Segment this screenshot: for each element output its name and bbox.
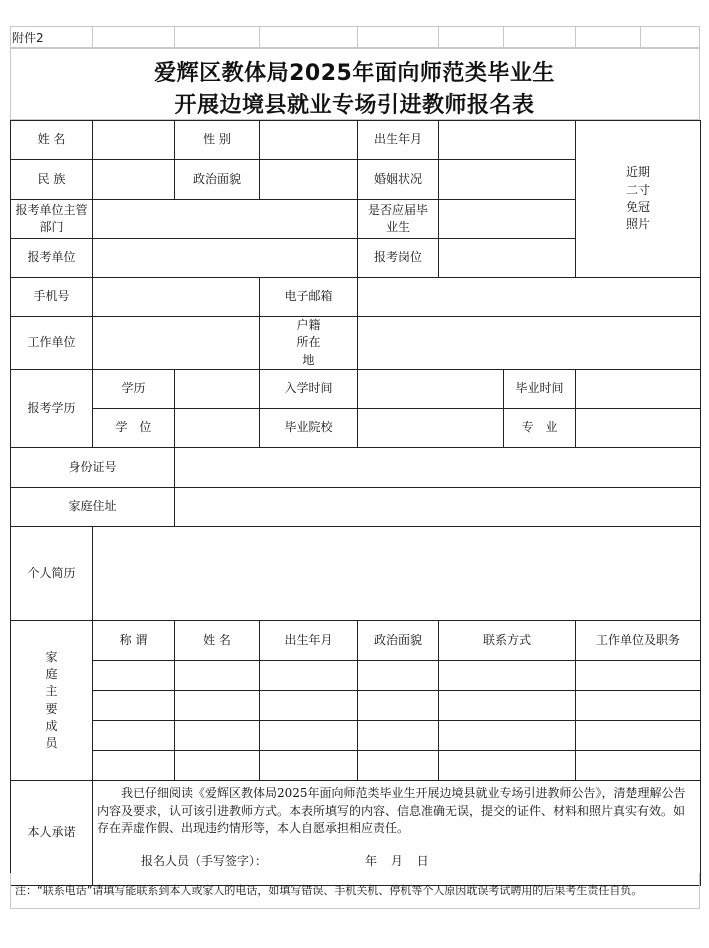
signature-label: 报名人员（手写签字）： [141,854,268,869]
family-cell[interactable] [93,691,175,721]
address-field[interactable] [175,488,701,527]
grid-line [92,26,93,48]
family-cell[interactable] [576,691,701,721]
political-label: 政治面貌 [175,160,260,200]
footnote: 注：“联系电话”请填写能联系到本人或家人的电话，如填写错误、手机关机、停机等个人原因耽误考试聘用的后果考生责任自负。 [10,873,700,909]
family-cell[interactable] [175,691,260,721]
family-cell[interactable] [439,691,576,721]
resume-label: 个人简历 [11,527,93,621]
family-cell[interactable] [93,751,175,781]
family-cell[interactable] [358,661,439,691]
family-col-relation: 称 谓 [93,621,175,661]
enroll-time-field[interactable] [358,370,504,409]
family-row [11,691,701,721]
position-field[interactable] [439,239,576,278]
unit-label: 报考单位 [11,239,93,278]
grad-time-field[interactable] [576,370,701,409]
grad-time-label: 毕业时间 [504,370,576,409]
pledge-body [93,781,701,886]
family-cell[interactable] [260,661,358,691]
id-card-field[interactable] [175,448,701,488]
grid-line [438,26,439,48]
hukou-label: 户籍所在地 [260,317,358,370]
hukou-field[interactable] [358,317,701,370]
family-cell[interactable] [93,661,175,691]
signature-line[interactable] [97,853,696,870]
dept-label: 报考单位主管部门 [11,200,93,239]
family-char: 要 [45,701,58,716]
school-label: 毕业院校 [260,409,358,448]
family-cell[interactable] [358,721,439,751]
family-cell[interactable] [576,721,701,751]
family-cell[interactable] [439,721,576,751]
education-label: 学历 [93,370,175,409]
family-col-contact: 联系方式 [439,621,576,661]
name-label: 姓 名 [11,121,93,160]
family-cell[interactable] [93,721,175,751]
unit-field[interactable] [93,239,358,278]
fresh-grad-field[interactable] [439,200,576,239]
education-field[interactable] [175,370,260,409]
header-grid-row [10,26,700,48]
family-char: 员 [45,736,58,751]
family-cell[interactable] [260,691,358,721]
grid-line [575,26,576,48]
signature-date: 年 月 日 [365,854,429,869]
family-cell[interactable] [260,721,358,751]
photo-line: 二寸 [625,182,650,197]
position-label: 报考岗位 [358,239,439,278]
grid-line [259,26,260,48]
family-cell[interactable] [439,751,576,781]
birth-label: 出生年月 [358,121,439,160]
photo-line: 免冠 [625,200,650,214]
photo-line: 照片 [625,217,650,232]
gender-field[interactable] [260,121,358,160]
resume-field[interactable] [93,527,701,621]
address-label: 家庭住址 [11,488,175,527]
family-col-political: 政治面貌 [358,621,439,661]
photo-box[interactable] [576,121,701,278]
political-field[interactable] [260,160,358,200]
ethnicity-label: 民 族 [11,160,93,200]
photo-line: 近期 [625,165,650,180]
family-cell[interactable] [175,721,260,751]
degree-field[interactable] [175,409,260,448]
family-col-birth: 出生年月 [260,621,358,661]
school-field[interactable] [358,409,504,448]
grid-line [357,26,358,48]
marital-label: 婚姻状况 [358,160,439,200]
degree-label: 学 位 [93,409,175,448]
form-title-line2: 开展边境县就业专场引进教师报名表 [174,93,535,118]
family-cell[interactable] [576,751,701,781]
pledge-label: 本人承诺 [11,781,93,886]
attachment-label: 附件2 [12,31,44,45]
family-cell[interactable] [358,751,439,781]
family-cell[interactable] [175,751,260,781]
family-char: 庭 [45,666,58,681]
family-row [11,721,701,751]
email-field[interactable] [358,278,701,317]
family-cell[interactable] [576,661,701,691]
family-char: 家 [45,649,58,664]
grid-line [174,26,175,48]
family-char: 成 [45,719,58,734]
phone-label: 手机号 [11,278,93,317]
ethnicity-field[interactable] [93,160,175,200]
birth-field[interactable] [439,121,576,160]
family-row [11,661,701,691]
workplace-field[interactable] [93,317,260,370]
family-row [11,751,701,781]
gender-label: 性 别 [175,121,260,160]
major-label: 专 业 [504,409,576,448]
family-cell[interactable] [260,751,358,781]
pledge-text: 我已仔细阅读《爱辉区教体局2025年面向师范类毕业生开展边境县就业专场引进教师公告》，清楚理解公告内容及要求，认可该引进教师方式。本表所填写的内容、信息准确无误，提交的证件、材料和照片真实有效。如存在弄虚作假、出现违约情形等，本人自愿承担相应责任。 [97,786,686,835]
email-label: 电子邮箱 [260,278,358,317]
grid-line [640,26,641,48]
id-card-label: 身份证号 [11,448,175,488]
family-cell[interactable] [358,691,439,721]
family-col-work: 工作单位及职务 [576,621,701,661]
family-col-name: 姓 名 [175,621,260,661]
family-cell[interactable] [439,661,576,691]
major-field[interactable] [576,409,701,448]
family-cell[interactable] [175,661,260,691]
grid-line [503,26,504,48]
family-group-label [11,621,93,781]
form-title-line1: 爱辉区教体局2025年面向师范类毕业生 [154,61,555,86]
family-char: 主 [45,684,58,699]
marital-field[interactable] [439,160,576,200]
phone-field[interactable] [93,278,260,317]
education-group-label: 报考学历 [11,370,93,448]
enroll-time-label: 入学时间 [260,370,358,409]
fresh-grad-label: 是否应届毕业生 [358,200,439,239]
name-field[interactable] [93,121,175,160]
registration-form [10,120,701,886]
dept-field[interactable] [93,200,358,239]
workplace-label: 工作单位 [11,317,93,370]
